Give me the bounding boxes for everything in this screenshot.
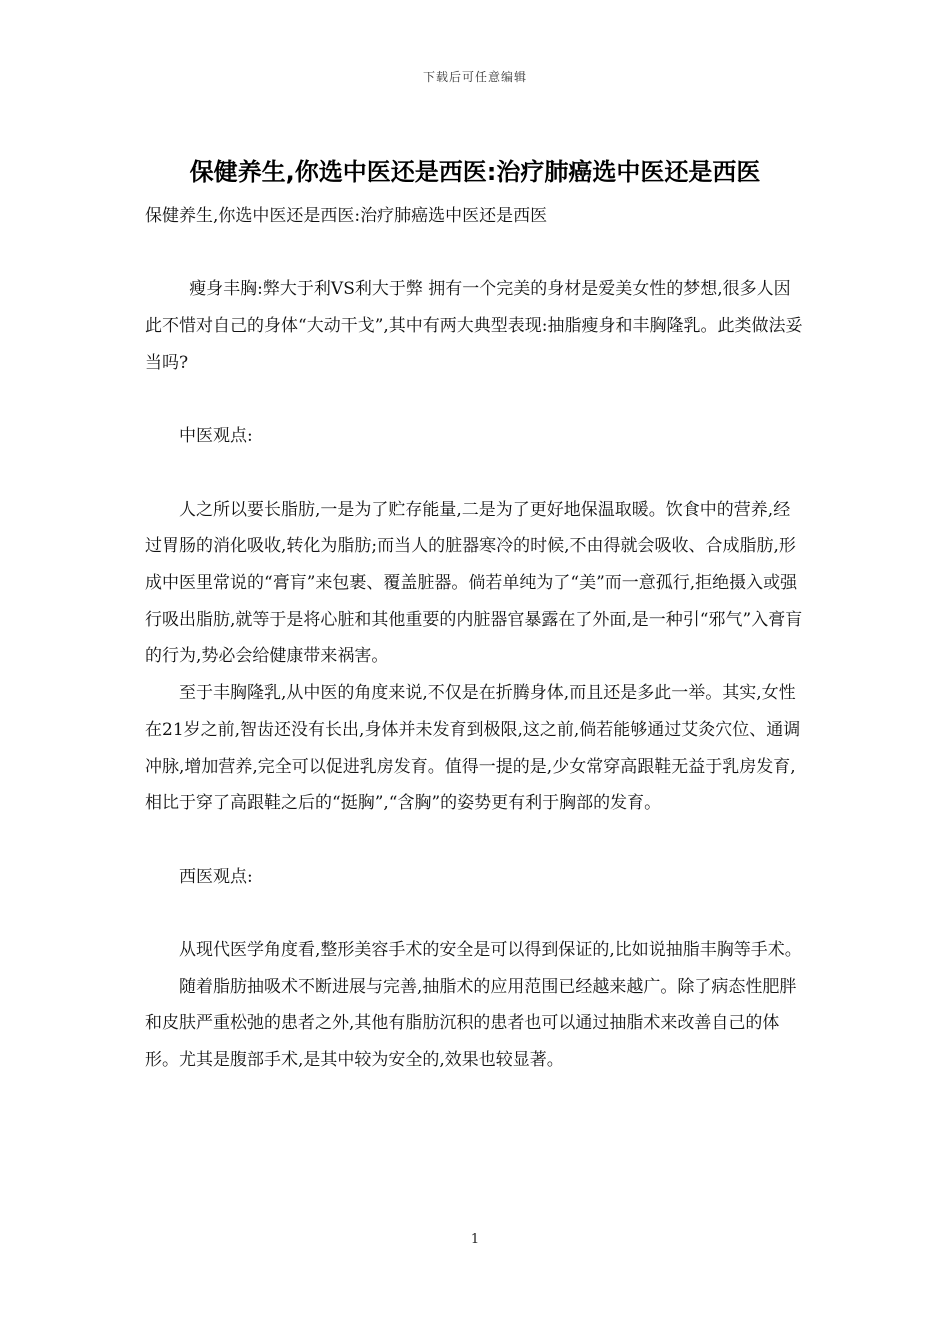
- document-subtitle: 保健养生,你选中医还是西医:治疗肺癌选中医还是西医: [145, 206, 548, 226]
- header-note: 下载后可任意编辑: [422, 70, 527, 84]
- intro-paragraph: 瘦身丰胸:弊大于利VS利大于弊 拥有一个完美的身材是爱美女性的梦想,很多人因此不惜对自己的身体“大动干戈”,其中有两大典型表现:抽脂瘦身和丰胸隆乳。此类做法妥当吗?: [145, 279, 803, 373]
- page-number: 1: [470, 1232, 480, 1247]
- spacer: [145, 382, 807, 419]
- tcm-heading: 中医观点:: [179, 426, 253, 447]
- western-paragraph-1: 从现代医学角度看,整形美容手术的安全是可以得到保证的,比如说抽脂丰胸等手术。: [179, 939, 802, 960]
- document-title: 保健养生,你选中医还是西医:治疗肺癌选中医还是西医: [189, 158, 761, 186]
- spacer: [145, 455, 807, 492]
- document-body: [145, 198, 807, 1079]
- tcm-paragraph-2: 至于丰胸隆乳,从中医的角度来说,不仅是在折腾身体,而且还是多此一举。其实,女性在21岁之前,智齿还没有长出,身体并未发育到极限,这之前,倘若能够通过艾灸穴位、通调冲脉,增加营养,完全可以促进乳房发育。值得一提的是,少女常穿高跟鞋无益于乳房发育,相比于穿了高跟鞋之后的“挺胸”,“含胸”的姿势更有利于胸部的发育。: [145, 683, 801, 814]
- tcm-paragraph-1: 人之所以要长脂肪,一是为了贮存能量,二是为了更好地保温取暖。饮食中的营养,经过胃肠的消化吸收,转化为脂肪;而当人的脏器寒冷的时候,不由得就会吸收、合成脂肪,形成中医里常说的“膏肓”来包裹、覆盖脏器。倘若单纯为了“美”而一意孤行,拒绝摄入或强行吸出脂肪,就等于是将心脏和其他重要的内脏器官暴露在了外面,是一种引“邪气”入膏肓的行为,势必会给健康带来祸害。: [145, 499, 803, 667]
- spacer: [145, 895, 807, 932]
- spacer: [145, 235, 807, 272]
- spacer: [145, 822, 807, 859]
- western-heading: 西医观点:: [179, 866, 253, 887]
- western-paragraph-2: 随着脂肪抽吸术不断进展与完善,抽脂术的应用范围已经越来越广。除了病态性肥胖和皮肤严重松弛的患者之外,其他有脂肪沉积的患者也可以通过抽脂术来改善自己的体形。尤其是腹部手术,是其中较为安全的,效果也较显著。: [145, 976, 797, 1071]
